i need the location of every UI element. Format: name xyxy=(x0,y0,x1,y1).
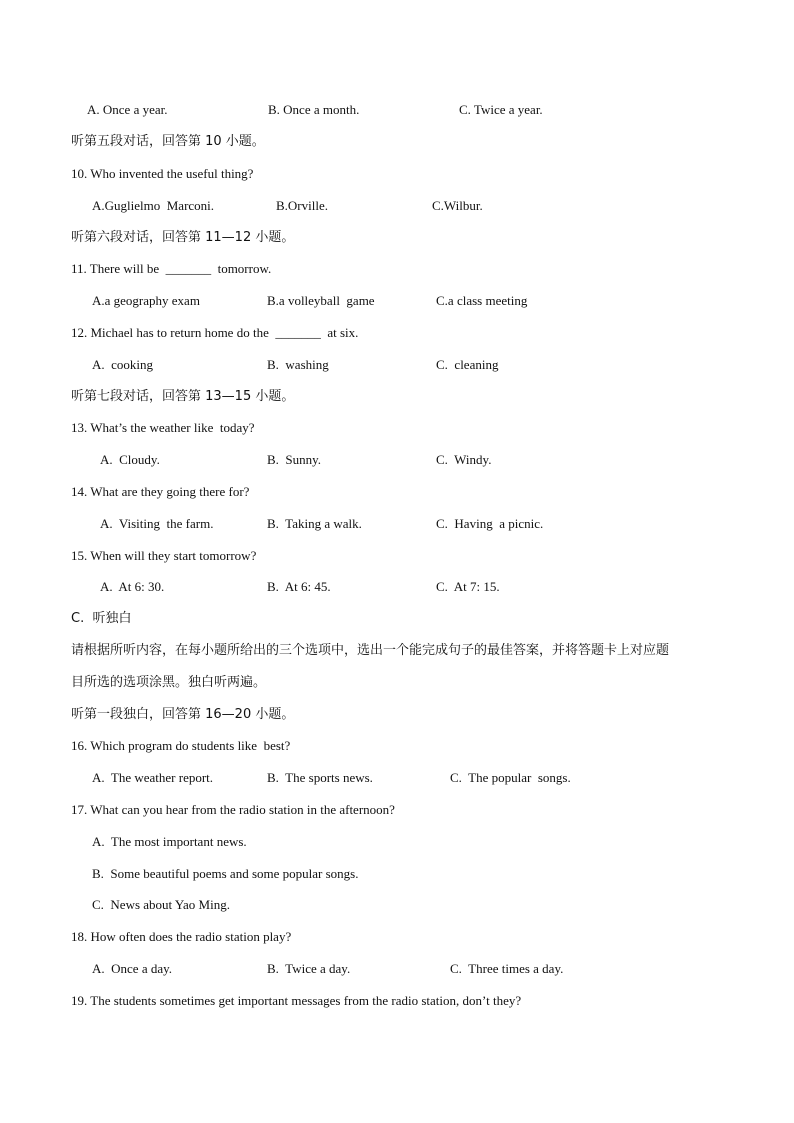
part-heading: C. 听独白 xyxy=(71,611,132,626)
option-c: C.Wilbur. xyxy=(432,198,483,213)
option-c: C. Windy. xyxy=(436,452,492,467)
question-14: 14. What are they going there for? xyxy=(71,484,250,499)
option-b: B. Twice a day. xyxy=(267,961,351,976)
option-a: A. Once a day. xyxy=(92,961,173,976)
option-c: C.a class meeting xyxy=(436,293,528,308)
option-c: C. Twice a year. xyxy=(459,102,543,117)
option-a: A. Visiting the farm. xyxy=(100,516,214,531)
question-16: 16. Which program do students like best? xyxy=(71,738,291,753)
question-13: 13. What’s the weather like today? xyxy=(71,420,255,435)
option-a: A. Cloudy. xyxy=(100,452,160,467)
option-c: C. At 7: 15. xyxy=(436,579,500,594)
option-b: B. The sports news. xyxy=(267,770,373,785)
option-c: C. Having a picnic. xyxy=(436,516,544,531)
option-a: A. The weather report. xyxy=(92,770,214,785)
option-a: A. Once a year. xyxy=(87,102,168,117)
instruction-line-1: 请根据所听内容，在每小题所给出的三个选项中，选出一个能完成句子的最佳答案，并将答题卡上对应题 xyxy=(71,643,670,658)
option-c: C. The popular songs. xyxy=(450,770,571,785)
option-b: B. Once a month. xyxy=(268,102,360,117)
instruction-line-2: 目所选的选项涂黑。独白听两遍。 xyxy=(71,675,267,690)
option-b: B. At 6: 45. xyxy=(267,579,331,594)
section-heading: 听第一段独白，回答第 16—20 小题。 xyxy=(71,707,295,722)
section-heading: 听第五段对话，回答第 10 小题。 xyxy=(71,134,265,149)
option-c: C. Three times a day. xyxy=(450,961,564,976)
option-b: B. Some beautiful poems and some popular songs. xyxy=(92,866,359,881)
option-a: A.Guglielmo Marconi. xyxy=(92,198,215,213)
option-c: C. News about Yao Ming. xyxy=(92,897,230,912)
question-17: 17. What can you hear from the radio station in the afternoon? xyxy=(71,802,395,817)
option-b: B. washing xyxy=(267,357,329,372)
option-a: A.a geography exam xyxy=(92,293,200,308)
question-18: 18. How often does the radio station play? xyxy=(71,929,292,944)
question-10: 10. Who invented the useful thing? xyxy=(71,166,254,181)
option-c: C. cleaning xyxy=(436,357,499,372)
question-19: 19. The students sometimes get important messages from the radio station, don’t they? xyxy=(71,993,522,1008)
option-b: B. Sunny. xyxy=(267,452,322,467)
option-a: A. The most important news. xyxy=(92,834,247,849)
option-a: A. At 6: 30. xyxy=(100,579,165,594)
option-b: B.a volleyball game xyxy=(267,293,375,308)
section-heading: 听第六段对话，回答第 11—12 小题。 xyxy=(71,230,295,245)
question-15: 15. When will they start tomorrow? xyxy=(71,548,257,563)
option-b: B. Taking a walk. xyxy=(267,516,362,531)
option-b: B.Orville. xyxy=(276,198,328,213)
option-a: A. cooking xyxy=(92,357,154,372)
question-12: 12. Michael has to return home do the _______ at six. xyxy=(71,325,359,340)
section-heading: 听第七段对话，回答第 13—15 小题。 xyxy=(71,389,295,404)
question-11: 11. There will be _______ tomorrow. xyxy=(71,261,272,276)
